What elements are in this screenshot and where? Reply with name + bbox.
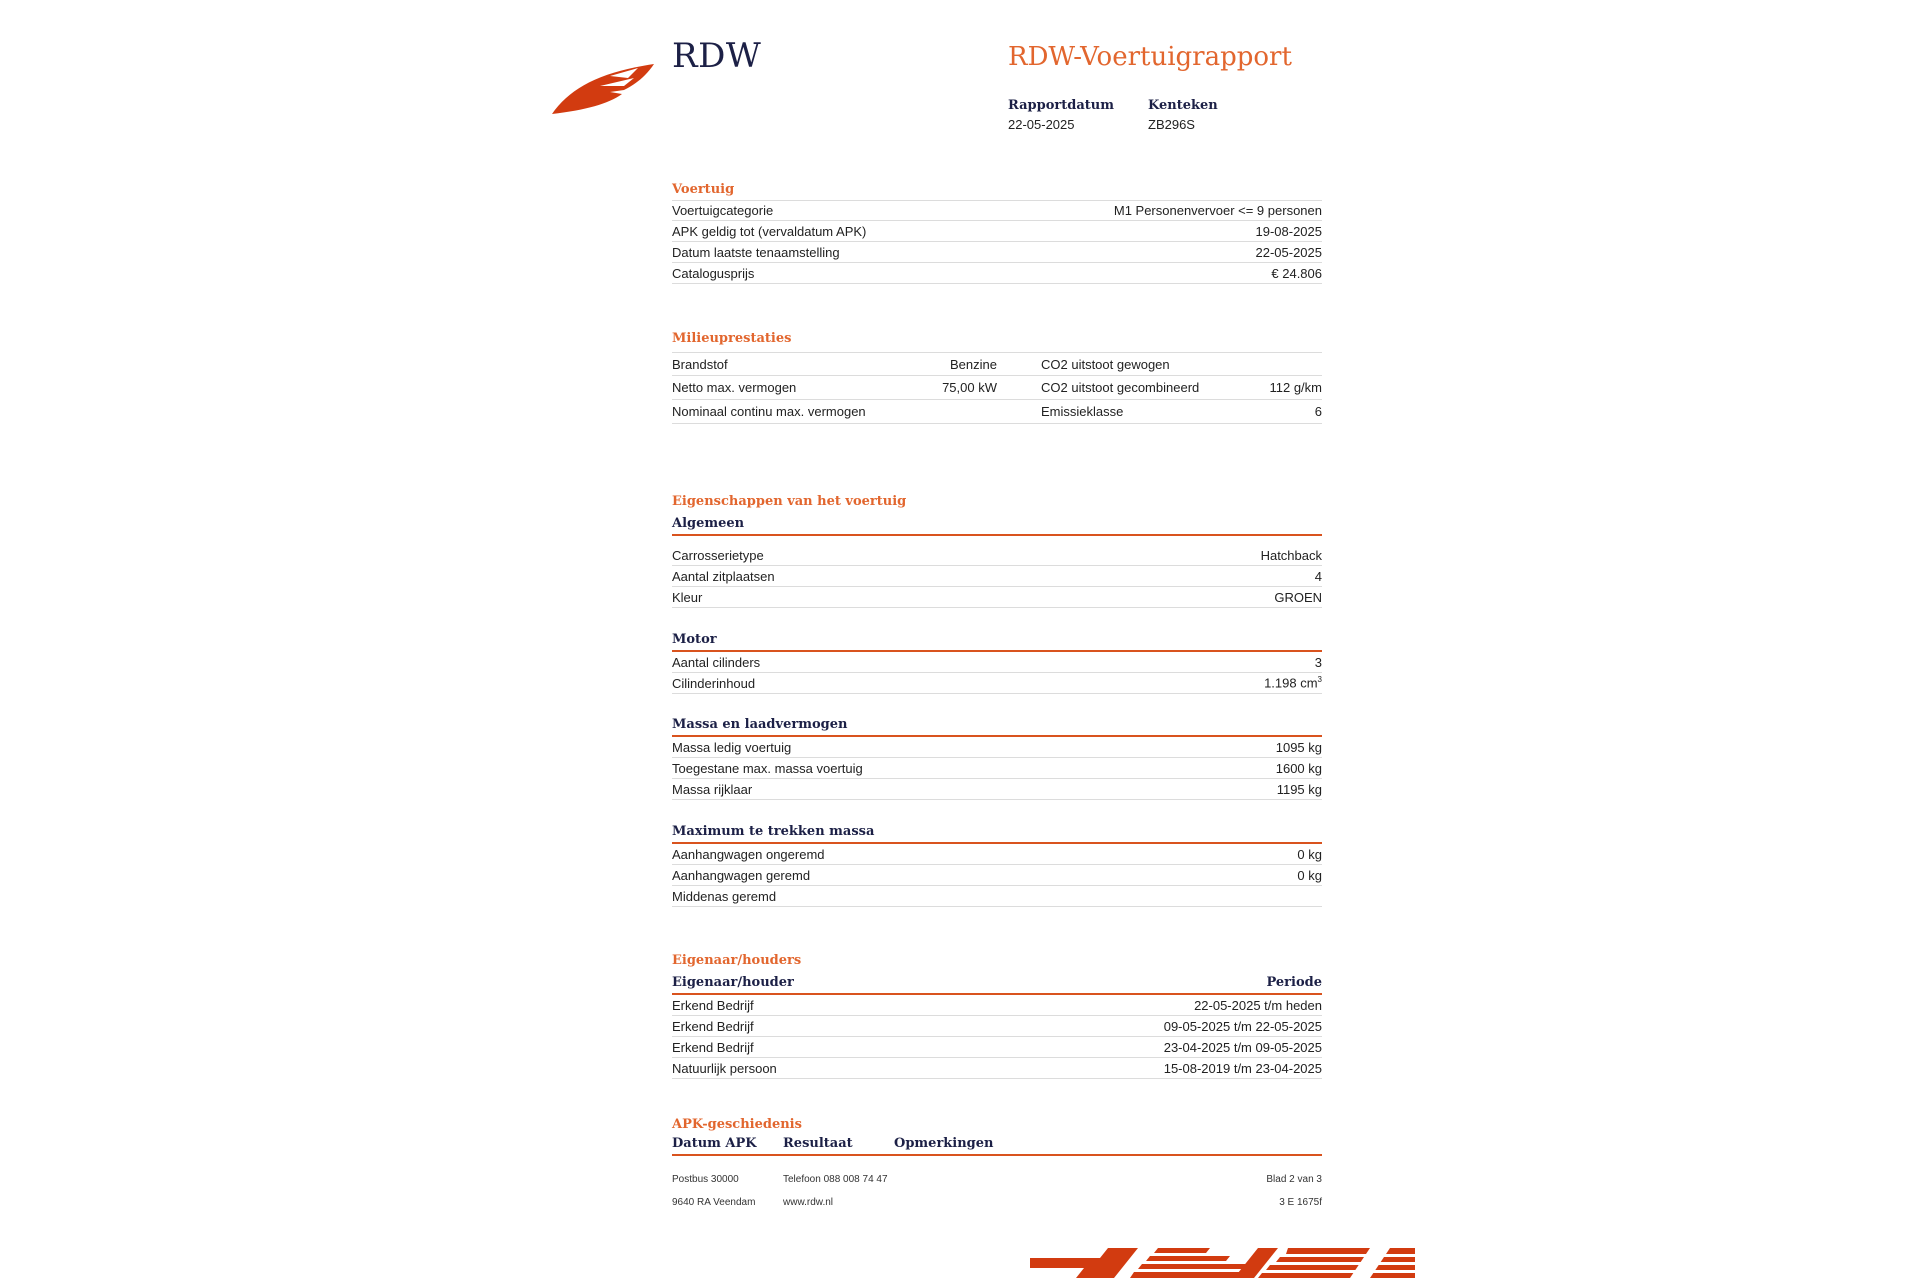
row-label: Cilinderinhoud <box>672 675 756 691</box>
row-label: Aantal zitplaatsen <box>672 568 775 584</box>
table-row <box>672 400 1322 424</box>
row-value: 112 g/km <box>1269 380 1322 395</box>
report-title: RDW-Voertuigrapport <box>1008 42 1292 72</box>
logo-text: RDW <box>672 36 762 76</box>
section-title-eigenschappen: Eigenschappen van het voertuig <box>672 494 907 509</box>
row-value: 75,00 kW <box>942 380 997 395</box>
row-label: Emissieklasse <box>1041 404 1124 419</box>
eigenaar-table <box>672 995 1322 1079</box>
col-header-opmerkingen: Opmerkingen <box>894 1136 994 1151</box>
apk-header <box>672 1134 1322 1156</box>
col-header-periode: Periode <box>1266 975 1322 990</box>
row-value: € 24.806 <box>1271 265 1322 281</box>
row-value: 09-05-2025 t/m 22-05-2025 <box>1163 1018 1322 1034</box>
row-value: 4 <box>1314 568 1322 584</box>
table-row <box>672 352 1322 376</box>
row-label: Erkend Bedrijf <box>672 997 754 1013</box>
row-value: GROEN <box>1274 589 1322 605</box>
voertuig-table <box>672 200 1322 284</box>
section-title-apk: APK-geschiedenis <box>672 1117 802 1132</box>
row-value: 22-05-2025 <box>1255 244 1322 260</box>
sub-title-motor: Motor <box>672 632 1322 652</box>
footer-web: www.rdw.nl <box>783 1197 834 1208</box>
row-label: CO2 uitstoot gecombineerd <box>1041 380 1200 395</box>
col-header-datum-apk: Datum APK <box>672 1136 757 1151</box>
sub-title-trekken: Maximum te trekken massa <box>672 824 1322 844</box>
sub-title-massa: Massa en laadvermogen <box>672 717 1322 737</box>
table-row <box>672 652 1322 673</box>
row-label: Middenas geremd <box>672 888 777 904</box>
table-row <box>672 376 1322 400</box>
row-label: Massa ledig voertuig <box>672 739 792 755</box>
footer-plaats: 9640 RA Veendam <box>672 1197 756 1208</box>
row-label: Kleur <box>672 589 703 605</box>
row-value: 1195 kg <box>1276 781 1322 797</box>
row-label: Aanhangwagen ongeremd <box>672 846 825 862</box>
row-label: Voertuigcategorie <box>672 203 774 218</box>
table-row <box>672 1058 1322 1079</box>
sub-title-algemeen: Algemeen <box>672 516 1322 536</box>
row-value: Benzine <box>950 356 997 372</box>
kenteken-label: Kenteken <box>1148 98 1218 113</box>
table-row <box>672 587 1322 608</box>
table-row <box>672 779 1322 800</box>
milieu-table <box>672 352 1322 424</box>
table-row <box>672 566 1322 587</box>
rapportdatum-label: Rapportdatum <box>1008 98 1114 113</box>
row-label: Carrosserietype <box>672 547 764 563</box>
table-row <box>672 758 1322 779</box>
row-label: Toegestane max. massa voertuig <box>672 760 863 776</box>
rdw-feather-logo-icon <box>550 58 660 116</box>
table-row <box>672 673 1322 694</box>
footer-code: 3 E 1675f <box>1279 1197 1322 1208</box>
kenteken-block <box>1148 98 1218 132</box>
cilinderinhoud-value: 1.198 cm <box>1264 675 1318 691</box>
rdw-stripes-logo-icon <box>1030 1246 1415 1280</box>
row-label: Massa rijklaar <box>672 781 753 797</box>
row-value: 0 kg <box>1297 846 1322 862</box>
trekken-table <box>672 844 1322 907</box>
row-label: CO2 uitstoot gewogen <box>1041 356 1170 372</box>
table-row <box>672 886 1322 907</box>
row-label: Brandstof <box>672 356 728 372</box>
table-row <box>672 844 1322 865</box>
rapportdatum-value: 22-05-2025 <box>1008 117 1075 132</box>
section-title-voertuig: Voertuig <box>672 182 735 197</box>
row-label: Datum laatste tenaamstelling <box>672 244 840 260</box>
eigenaar-header <box>672 975 1322 995</box>
kenteken-value: ZB296S <box>1148 117 1195 132</box>
row-value: 22-05-2025 t/m heden <box>1194 997 1322 1013</box>
col-header-resultaat: Resultaat <box>783 1136 853 1151</box>
table-row <box>672 865 1322 886</box>
row-label: Aantal cilinders <box>672 654 761 670</box>
row-value: 1600 kg <box>1275 760 1322 776</box>
row-value: 19-08-2025 <box>1255 223 1322 239</box>
row-label: Erkend Bedrijf <box>672 1039 754 1055</box>
row-label: Nominaal continu max. vermogen <box>672 404 866 419</box>
table-row <box>672 221 1322 242</box>
row-value: 23-04-2025 t/m 09-05-2025 <box>1163 1039 1322 1055</box>
row-label: Natuurlijk persoon <box>672 1060 777 1076</box>
row-value: Hatchback <box>1260 547 1322 563</box>
footer-postbus: Postbus 30000 <box>672 1174 739 1185</box>
row-value: 1095 kg <box>1275 739 1322 755</box>
table-row <box>672 545 1322 566</box>
table-row <box>672 200 1322 221</box>
row-value: 15-08-2019 t/m 23-04-2025 <box>1163 1060 1322 1076</box>
table-row <box>672 242 1322 263</box>
table-row <box>672 737 1322 758</box>
section-title-eigenaar: Eigenaar/houders <box>672 953 802 968</box>
table-row <box>672 263 1322 284</box>
unit-superscript: 3 <box>1317 675 1322 685</box>
row-label: Catalogusprijs <box>672 265 755 281</box>
motor-table <box>672 652 1322 694</box>
row-value: M1 Personenvervoer <= 9 personen <box>1113 203 1322 218</box>
row-value: 0 kg <box>1297 867 1322 883</box>
table-row <box>672 995 1322 1016</box>
massa-table <box>672 737 1322 800</box>
footer-blad: Blad 2 van 3 <box>1266 1174 1322 1185</box>
row-label: APK geldig tot (vervaldatum APK) <box>672 223 867 239</box>
footer-telefoon: Telefoon 088 008 74 47 <box>783 1174 888 1185</box>
row-value: 6 <box>1314 404 1322 419</box>
row-value: 3 <box>1314 654 1322 670</box>
row-label: Netto max. vermogen <box>672 380 797 395</box>
row-label: Erkend Bedrijf <box>672 1018 754 1034</box>
section-title-milieu: Milieuprestaties <box>672 331 792 346</box>
row-label: Aanhangwagen geremd <box>672 867 811 883</box>
table-row <box>672 1016 1322 1037</box>
table-row <box>672 1037 1322 1058</box>
algemeen-table <box>672 545 1322 608</box>
row-value <box>1264 675 1322 690</box>
rapportdatum-block <box>1008 98 1114 132</box>
col-header-eigenaar: Eigenaar/houder <box>672 975 794 990</box>
